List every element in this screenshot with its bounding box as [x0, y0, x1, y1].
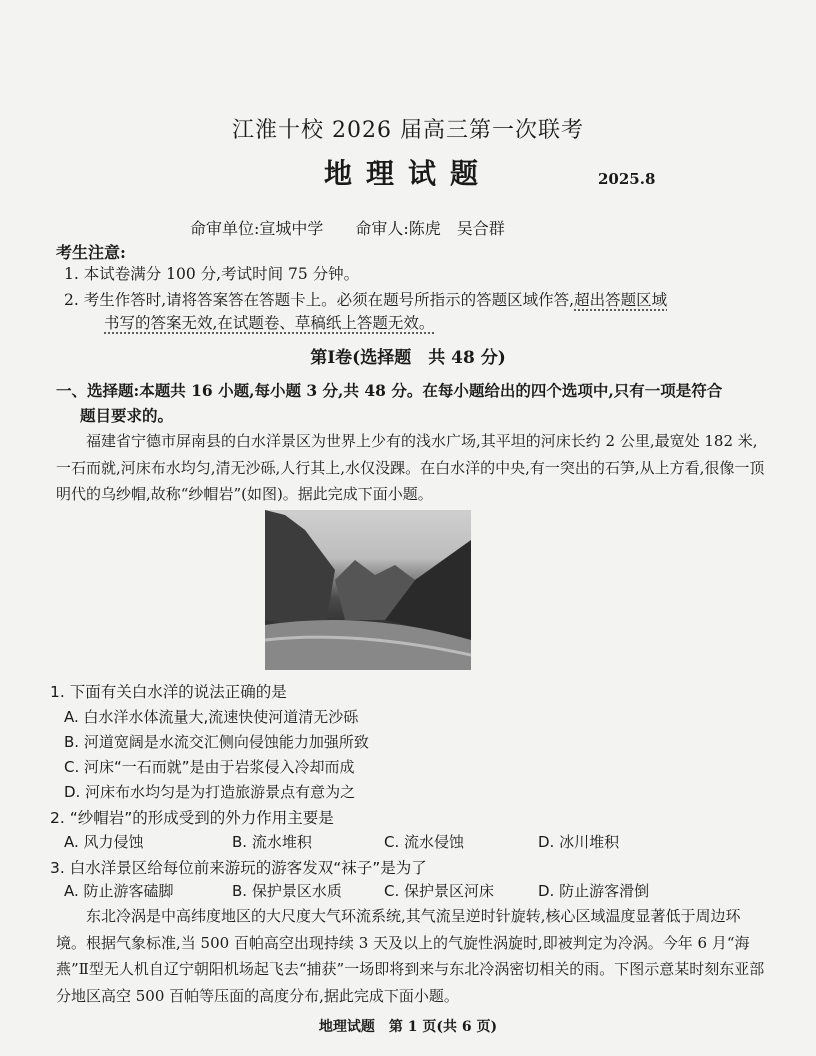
question-3-option-b: B. 保护景区水质: [232, 882, 342, 900]
question-3-option-a: A. 防止游客磕脚: [64, 882, 174, 900]
authors-line: 命审单位:宣城中学 命审人:陈虎 吴合群: [190, 219, 505, 238]
question-1-option-a: A. 白水洋水体流量大,流速快使河道清无沙砾: [64, 708, 359, 726]
question-3-option-c: C. 保护景区河床: [384, 882, 495, 900]
exam-title: 江淮十校 2026 届高三第一次联考: [232, 118, 584, 143]
passage-northeast-cold-vortex: 东北冷涡是中高纬度地区的大尺度大气环流系统,其气流呈逆时针旋转,核心区域温度显著低于周边环境。根据气象标准,当 500 百帕高空出现持续 3 天及以上的气旋性涡旋时,即被判定为冷涡。今年 6 月“海燕”Ⅱ型无人机自辽宁朝阳机场起飞去“捕获”一场即将到来与东北冷涡密切相关的雨。下图示意某时刻东亚部分地区高空 500 百帕等压面的高度分布,据此完成下面小题。: [56, 907, 765, 1005]
photo-shamaoyan: [265, 510, 471, 670]
notice-item-1: 1. 本试卷满分 100 分,考试时间 75 分钟。: [64, 265, 360, 283]
section-instruction-continued: 题目要求的。: [80, 406, 174, 425]
question-2-option-a: A. 风力侵蚀: [64, 833, 144, 851]
passage-baishuiyang: 福建省宁德市屏南县的白水洋景区为世界上少有的浅水广场,其平坦的河床长约 2 公里,最宽处 182 米,一石而就,河床布水均匀,清无沙砾,人行其上,水仅没踝。在白水洋的中央,有一突出的石笋,从上方看,很像一顶明代的乌纱帽,故称“纱帽岩”(如图)。据此完成下面小题。: [56, 432, 765, 503]
subject-title: 地理试题: [323, 157, 492, 190]
section-instruction: 一、选择题:本题共 16 小题,每小题 3 分,共 48 分。在每小题给出的四个选项中,只有一项是符合: [56, 381, 723, 400]
question-1-option-c: C. 河床“一石而就”是由于岩浆侵入冷却而成: [64, 758, 355, 776]
notice-heading: 考生注意:: [56, 243, 126, 262]
question-3-stem: 3. 白水洋景区给每位前来游玩的游客发双“袜子”是为了: [50, 859, 427, 877]
notice-item-2: [64, 288, 667, 310]
notice-item-2-continued: 书写的答案无效,在试题卷、草稿纸上答题无效。: [104, 314, 435, 332]
section-title: 第Ⅰ卷(选择题 共 48 分): [310, 348, 506, 368]
question-1-option-d: D. 河床布水均匀是为打造旅游景点有意为之: [64, 783, 356, 801]
notice-item-2-text: 2. 考生作答时,请将答案答在答题卡上。必须在题号所指示的答题区域作答,: [64, 291, 575, 309]
question-3-option-d: D. 防止游客滑倒: [538, 882, 650, 900]
question-2-option-d: D. 冰川堆积: [538, 833, 620, 851]
notice-item-2-emphasis: 超出答题区域: [574, 291, 668, 309]
page-footer: 地理试题 第 1 页(共 6 页): [318, 1019, 498, 1035]
question-1-option-b: B. 河道宽阔是水流交汇侧向侵蚀能力加强所致: [64, 733, 369, 751]
question-1-stem: 1. 下面有关白水洋的说法正确的是: [50, 683, 287, 701]
question-2-option-b: B. 流水堆积: [232, 833, 312, 851]
question-2-option-c: C. 流水侵蚀: [384, 833, 465, 851]
exam-date: 2025.8: [598, 170, 656, 188]
question-2-stem: 2. “纱帽岩”的形成受到的外力作用主要是: [50, 809, 334, 827]
